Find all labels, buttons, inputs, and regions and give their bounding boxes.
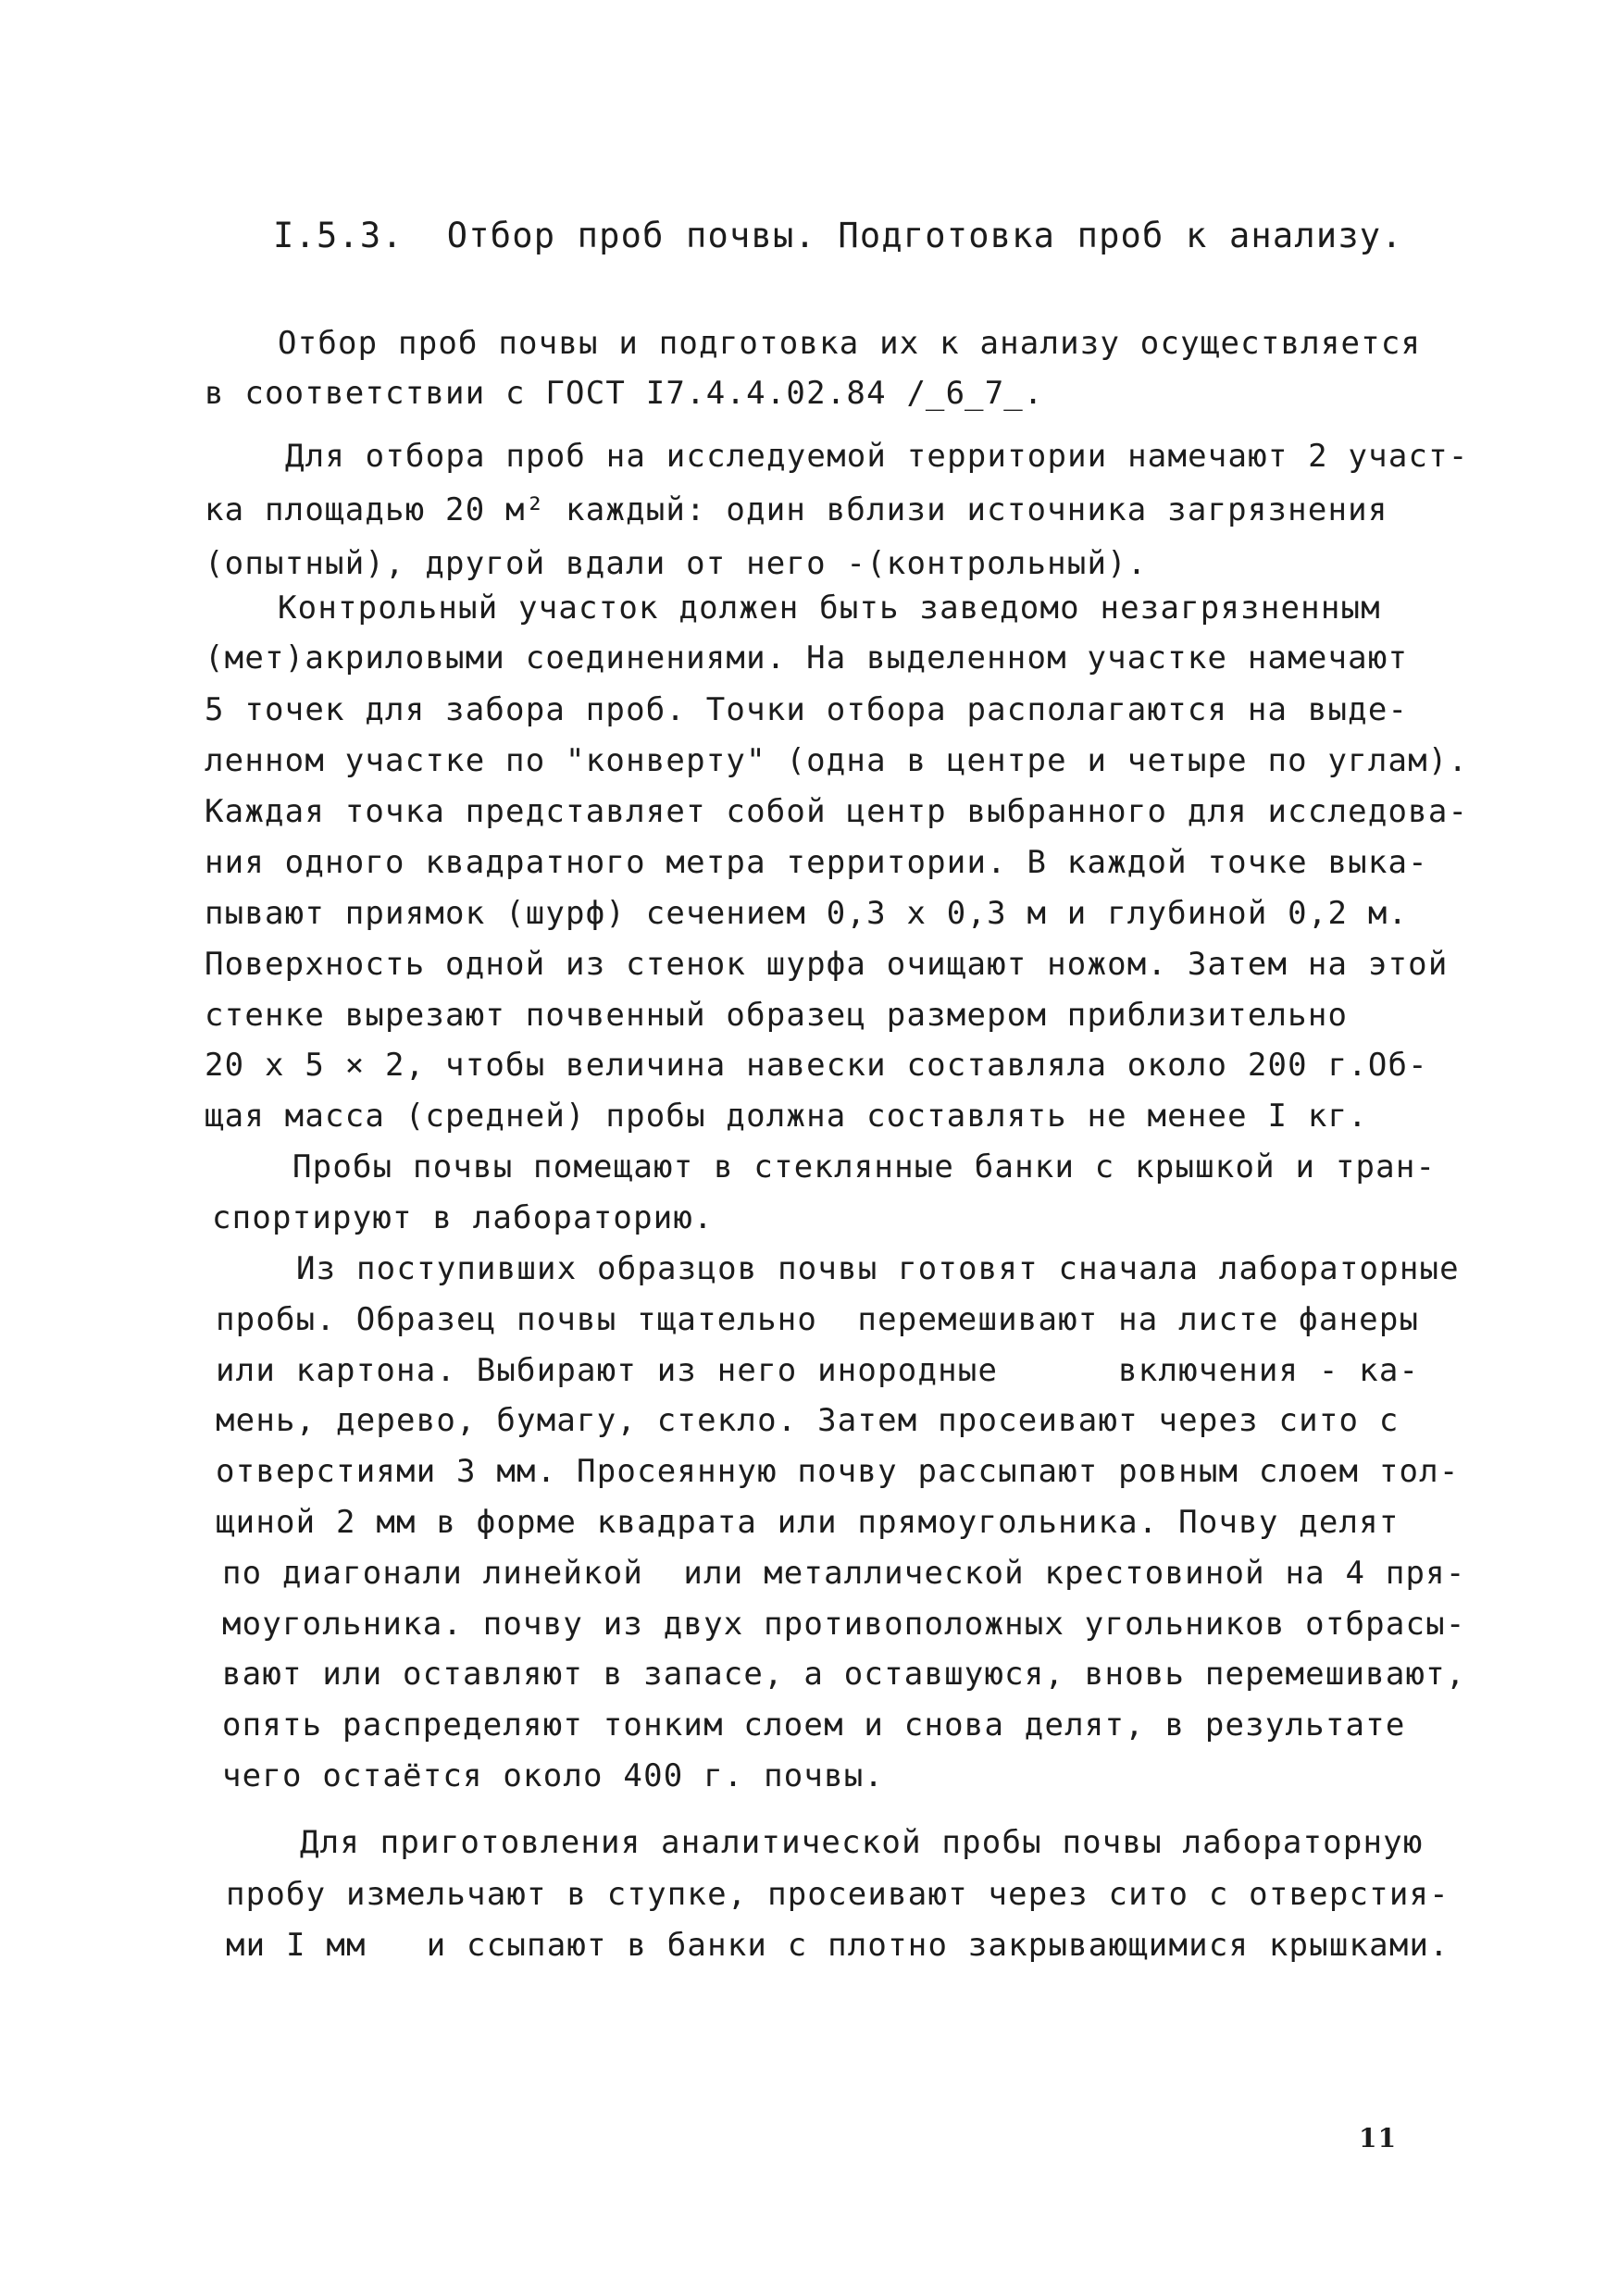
paragraph-3-line-11: щая масса (средней) пробы должна составлять не менее I кг.: [205, 1098, 1368, 1135]
paragraph-2-line-3: (опытный), другой вдали от него -(контрольный).: [205, 545, 1148, 582]
section-heading: I.5.3. Отбор проб почвы. Подготовка проб к анализу.: [273, 216, 1403, 255]
paragraph-3-line-10: 20 х 5 × 2, чтобы величина навески составляла около 200 г.Об-: [205, 1047, 1428, 1084]
paragraph-1-line-1: Отбор проб почвы и подготовка их к анализу осуществляется: [278, 325, 1422, 362]
paragraph-5-line-4: мень, дерево, бумагу, стекло. Затем просеивают через сито с: [216, 1402, 1400, 1439]
paragraph-4-line-1: Пробы почвы помещают в стеклянные банки с крышкой и тран-: [292, 1148, 1437, 1185]
paragraph-5-line-10: опять распределяют тонким слоем и снова делят, в результате: [222, 1706, 1406, 1744]
paragraph-3-line-4: ленном участке по "конверту" (одна в центре и четыре по углам).: [205, 742, 1469, 779]
paragraph-3-line-3: 5 точек для забора проб. Точки отбора располагаются на выде-: [205, 691, 1409, 728]
paragraph-5-line-8: моугольника. почву из двух противоположных угольников отбрасы-: [222, 1606, 1466, 1643]
paragraph-3-line-8: Поверхность одной из стенок шурфа очищают ножом. Затем на этой: [205, 946, 1449, 983]
paragraph-5-line-2: пробы. Образец почвы тщательно перемешивают на листе фанеры: [216, 1301, 1420, 1338]
paragraph-6-line-2: пробу измельчают в ступке, просеивают через сито с отверстия-: [226, 1876, 1450, 1913]
paragraph-4-line-2: спортируют в лабораторию.: [212, 1199, 714, 1236]
paragraph-5-line-11: чего остаётся около 400 г. почвы.: [222, 1757, 885, 1794]
paragraph-5-line-3: или картона. Выбирают из него инородные включения - ка-: [216, 1352, 1420, 1389]
paragraph-3-line-6: ния одного квадратного метра территории. В каждой точке выка-: [205, 844, 1428, 881]
paragraph-1-line-2: в соответствии с ГОСТ I7.4.4.02.84 /̲6̲7̲.: [205, 375, 1044, 412]
paragraph-2-line-1: Для отбора проб на исследуемой территории намечают 2 участ-: [285, 438, 1469, 475]
paragraph-3-line-5: Каждая точка представляет собой центр выбранного для исследова-: [205, 793, 1469, 830]
paragraph-2-line-2: ка площадью 20 м² каждый: один вблизи источника загрязнения: [205, 491, 1388, 528]
paragraph-5-line-1: Из поступивших образцов почвы готовят сначала лабораторные: [296, 1250, 1460, 1287]
paragraph-5-line-7: по диагонали линейкой или металлической крестовиной на 4 пря-: [222, 1555, 1466, 1592]
paragraph-3-line-1: Контрольный участок должен быть заведомо незагрязненным: [278, 590, 1381, 627]
paragraph-5-line-6: щиной 2 мм в форме квадрата или прямоугольника. Почву делят: [216, 1504, 1400, 1541]
paragraph-5-line-9: вают или оставляют в запасе, а оставшуюся, вновь перемешивают,: [222, 1656, 1466, 1693]
page-number: 11: [1359, 2123, 1398, 2153]
paragraph-3-line-7: пывают приямок (шурф) сечением 0,3 х 0,3 м и глубиной 0,2 м.: [205, 895, 1409, 932]
paragraph-6-line-3: ми I мм и ссыпают в банки с плотно закрывающимися крышками.: [226, 1927, 1450, 1964]
paragraph-5-line-5: отверстиями 3 мм. Просеянную почву рассыпают ровным слоем тол-: [216, 1453, 1460, 1490]
paragraph-3-line-2: (мет)акриловыми соединениями. На выделенном участке намечают: [205, 639, 1409, 676]
paragraph-6-line-1: Для приготовления аналитической пробы почвы лабораторную: [300, 1824, 1424, 1861]
paragraph-3-line-9: стенке вырезают почвенный образец размером приблизительно: [205, 997, 1349, 1034]
